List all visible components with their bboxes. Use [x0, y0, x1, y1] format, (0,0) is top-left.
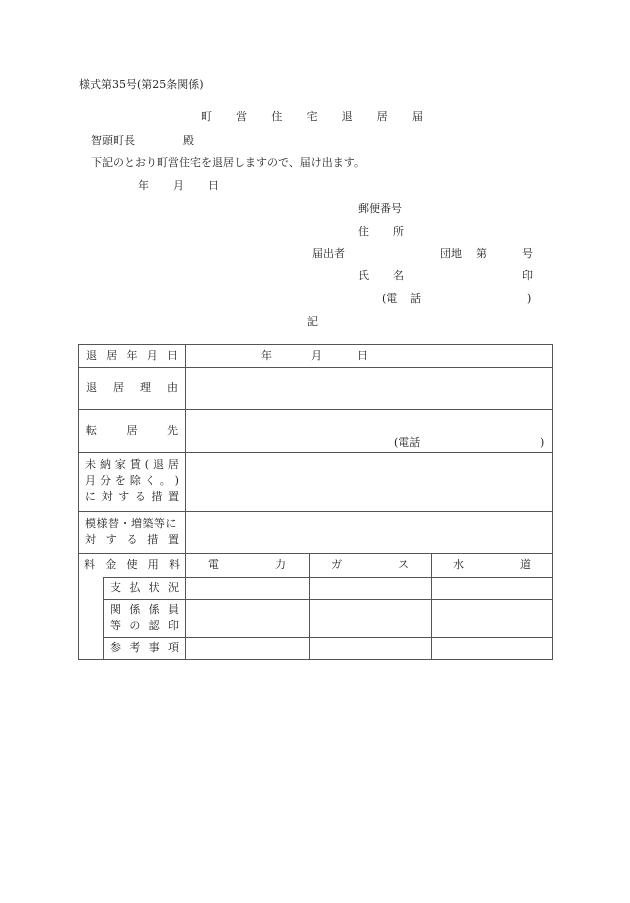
- field-unpaid-rent[interactable]: [186, 453, 552, 511]
- label-remarks: 参 考 事 項: [110, 641, 179, 654]
- label-utility-fees: 料 金 使 用 料: [84, 558, 180, 571]
- ki-heading: 記: [307, 315, 318, 328]
- table-border-bottom: [78, 659, 553, 660]
- field-seal-water[interactable]: [432, 600, 552, 637]
- field-new-address[interactable]: [186, 410, 552, 452]
- phone-open: (電: [382, 292, 398, 305]
- new-address-phone-close: ): [540, 436, 545, 449]
- field-alterations[interactable]: [186, 512, 552, 553]
- row-line: [78, 553, 553, 554]
- complex-label: 団地: [440, 247, 462, 260]
- addressee: 智頭町長: [91, 134, 135, 147]
- field-moveout-date[interactable]: 年 月 日: [261, 349, 368, 362]
- number-prefix: 第: [476, 247, 487, 260]
- label-moveout-date: 退 居 年 月 日: [86, 349, 178, 362]
- table-border-left: [78, 344, 79, 660]
- field-remarks-water[interactable]: [432, 638, 552, 659]
- date-day: 日: [208, 179, 219, 192]
- field-seal-electricity[interactable]: [186, 600, 309, 637]
- field-payment-gas[interactable]: [310, 578, 431, 599]
- applicant-label: 届出者: [312, 247, 345, 260]
- statement: 下記のとおり町営住宅を退居しますので、届け出ます。: [91, 156, 365, 169]
- field-payment-electricity[interactable]: [186, 578, 309, 599]
- field-payment-water[interactable]: [432, 578, 552, 599]
- field-remarks-gas[interactable]: [310, 638, 431, 659]
- field-seal-gas[interactable]: [310, 600, 431, 637]
- document-title: 町 営 住 宅 退 居 届: [201, 110, 423, 123]
- honorific: 殿: [183, 134, 194, 147]
- date-month: 月: [173, 179, 184, 192]
- phone-close: ): [527, 292, 532, 305]
- col-header-water: 水 道: [453, 558, 531, 571]
- field-remarks-electricity[interactable]: [186, 638, 309, 659]
- number-suffix: 号: [522, 247, 533, 260]
- form-number: 様式第35号(第25条関係): [79, 78, 204, 91]
- label-payment-status: 支 払 状 況: [110, 581, 179, 594]
- col-header-electricity: 電 力: [208, 558, 286, 571]
- label-moveout-reason: 退 居 理 由: [86, 381, 178, 394]
- table-border-right: [552, 344, 553, 660]
- seal-mark: 印: [522, 269, 533, 282]
- phone-label: 話: [410, 292, 421, 305]
- postal-code-label: 郵便番号: [358, 202, 402, 215]
- label-new-address: 転 居 先: [86, 424, 178, 437]
- date-year: 年: [138, 179, 149, 192]
- col-header-gas: ガ ス: [331, 558, 409, 571]
- new-address-phone-open: (電話: [394, 436, 421, 449]
- field-moveout-reason[interactable]: [186, 368, 552, 409]
- indent-divider: [103, 577, 104, 660]
